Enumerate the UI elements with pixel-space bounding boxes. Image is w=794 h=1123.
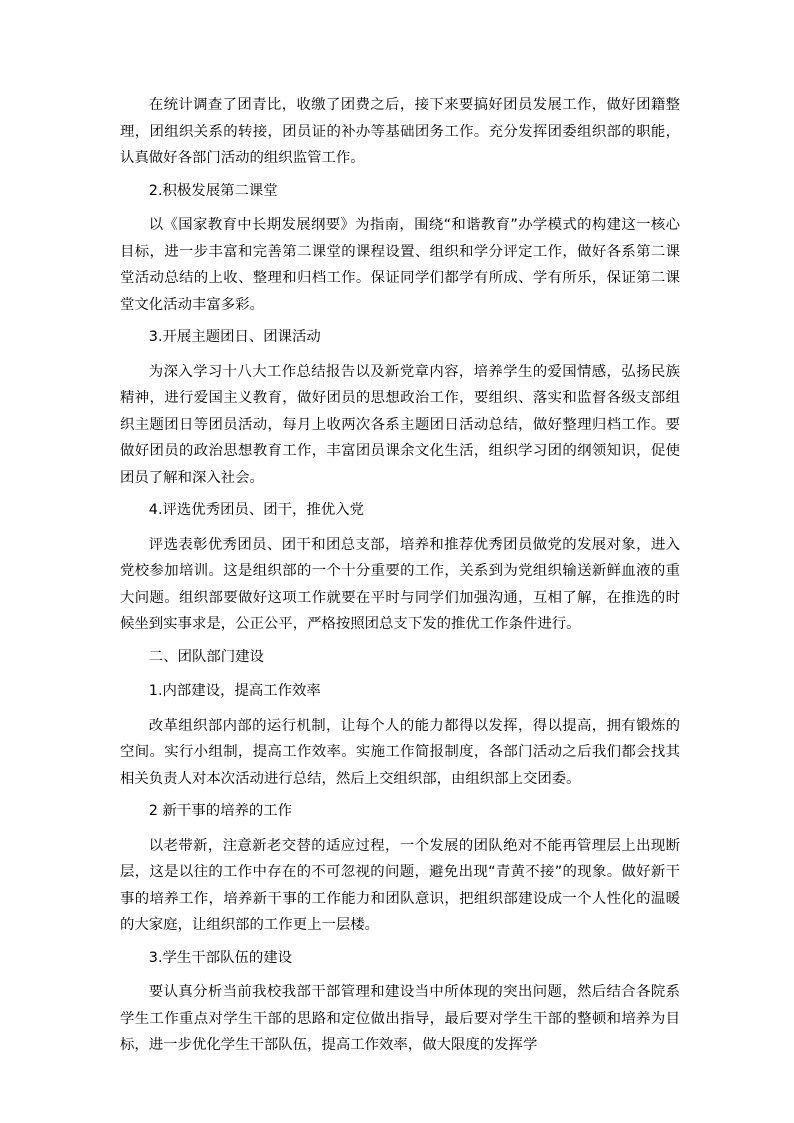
paragraph-cadre-team: 要认真分析当前我校我部干部管理和建设当中所体现的突出问题，然后结合各院系学生工作重点对学生干部的思路和定位做出指导，最后要对学生干部的整顿和培养为目标，进一步优化学生干部队伍，提高工作效率，做大限度的发挥学 xyxy=(120,984,680,1053)
heading-second-classroom: 2.积极发展第二课堂 xyxy=(148,182,278,199)
document-page xyxy=(120,92,680,1065)
paragraph-theme-day: 为深入学习十八大工作总结报告以及新党章内容，培养学生的爱国情感，弘扬民族精神，进行爱国主义教育，做好团员的思想政治工作，要组织、落实和监督各级支部组织主题团日等团员活动，每月上收两次各系主题团日活动总结，做好整理归档工作。要做好团员的政治思想教育工作，丰富团员课余文化生活，组织学习团的纲领知识，促使团员了解和深入社会。 xyxy=(120,363,680,486)
heading-new-staff: 2 新干事的培养的工作 xyxy=(148,803,293,819)
paragraph-excellent-members: 评选表彰优秀团员、团干和团总支部，培养和推荐优秀团员做党的发展对象，进入党校参加培训。这是组织部的一个十分重要的工作，关系到为党组织输送新鲜血液的重大问题。组织部要做好这项工作就要在平时与同学们加强沟通，互相了解，在推选的时候坐到实事求是，公正公平，严格按照团总支下发的推优工作条件进行。 xyxy=(120,536,680,632)
heading-excellent-members: 4.评选优秀团员、团干，推优入党 xyxy=(148,502,364,518)
heading-theme-day: 3.开展主题团日、团课活动 xyxy=(148,329,321,345)
heading-team-building: 二、团队部门建设 xyxy=(148,648,264,665)
paragraph-new-staff: 以老带新，注意新老交替的适应过程，一个发展的团队绝对不能再管理层上出现断层，这是以往的工作中存在的不可忽视的问题，避免出现“青黄不接”的现象。做好新干事的培养工作，培养新干事的工作能力和团队意识，把组织部建设成一个人性化的温暖的大家庭，让组织部的工作更上一层楼。 xyxy=(120,837,680,933)
paragraph-intro: 在统计调查了团青比，收缴了团费之后，接下来要搞好团员发展工作，做好团籍整理，团组织关系的转接，团员证的补办等基础团务工作。充分发挥团委组织部的职能，认真做好各部门活动的组织监管工作。 xyxy=(120,97,680,166)
paragraph-second-classroom: 以《国家教育中长期发展纲要》为指南，围绕“和谐教育”办学模式的构建这一核心目标，进一步丰富和完善第二课堂的课程设置、组织和学分评定工作，做好各系第二课堂活动总结的上收、整理和归档工作。保证同学们都学有所成、学有所乐，保证第二课堂文化活动丰富多彩。 xyxy=(120,217,680,313)
heading-internal-building: 1.内部建设，提高工作效率 xyxy=(148,683,321,699)
heading-cadre-team: 3.学生干部队伍的建设 xyxy=(148,949,293,966)
paragraph-internal-building: 改革组织部内部的运行机制，让每个人的能力都得以发挥，得以提高，拥有锻炼的空间。实行小组制，提高工作效率。实施工作简报制度，各部门活动之后我们都会找其相关负责人对本次活动进行总结，然后上交组织部，由组织部上交团委。 xyxy=(120,717,680,787)
